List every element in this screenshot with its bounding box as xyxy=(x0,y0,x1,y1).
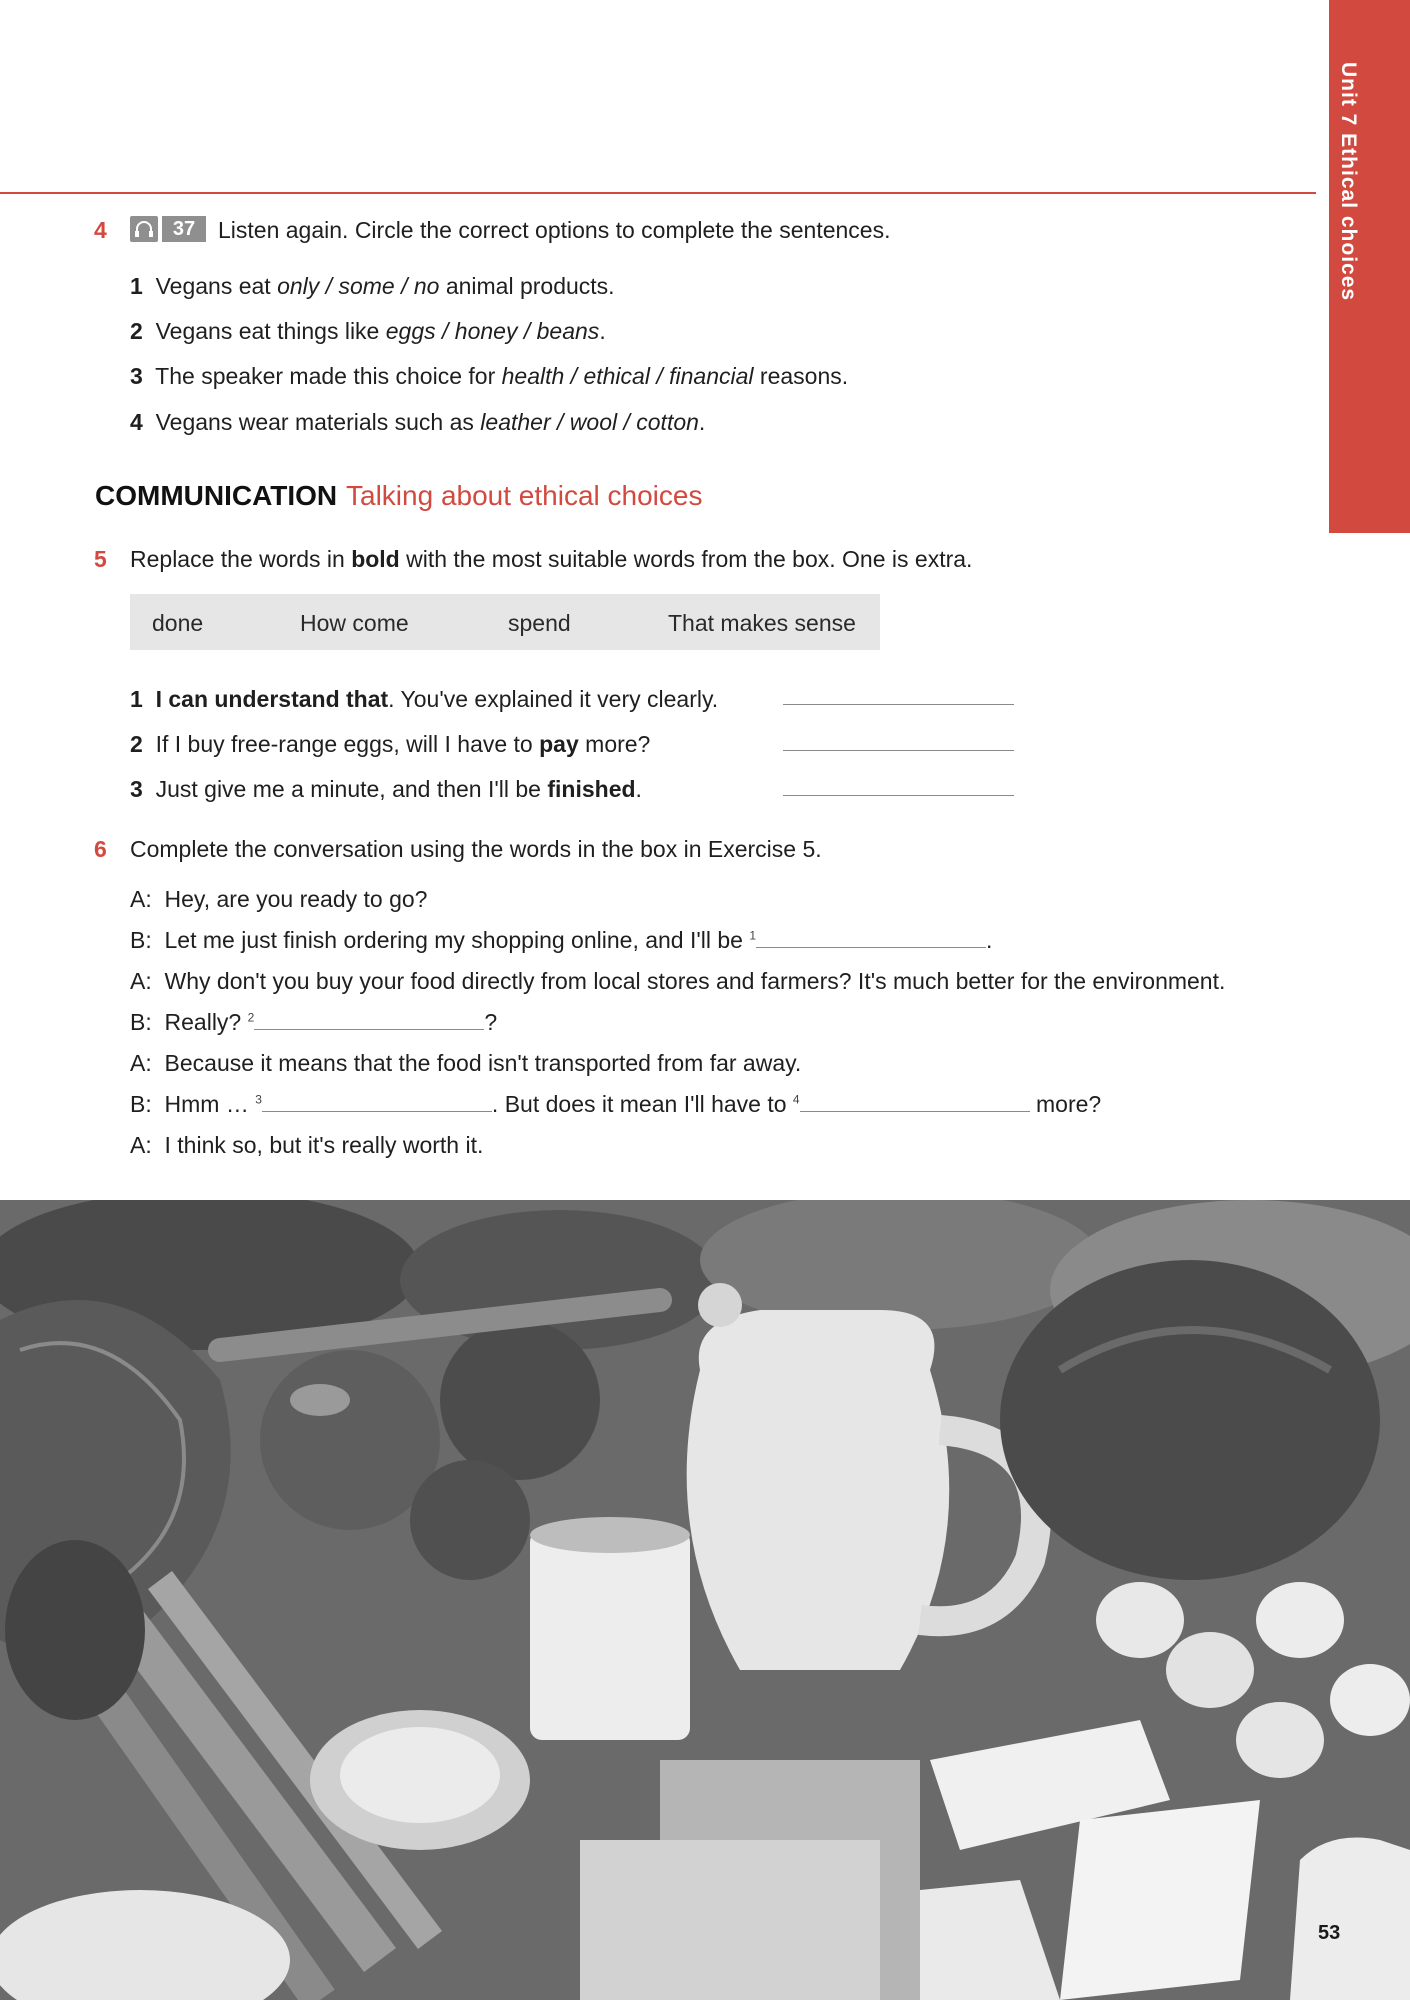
item-text-end: animal products. xyxy=(439,273,615,299)
ex5-item xyxy=(130,686,718,713)
line-text: I think so, but it's really worth it. xyxy=(164,1132,484,1158)
speaker: A: xyxy=(130,1132,152,1158)
line-text-end: ? xyxy=(484,1009,498,1035)
line-text: Really? xyxy=(164,1009,242,1035)
dialogue-line xyxy=(130,927,992,954)
exercise-5-number: 5 xyxy=(94,546,107,572)
speaker: A: xyxy=(130,886,152,912)
item-number: 2 xyxy=(130,318,143,344)
dialogue-line xyxy=(130,1009,497,1036)
line-text: Hey, are you ready to go? xyxy=(164,886,428,912)
item-number: 2 xyxy=(130,731,143,757)
gap-blank[interactable] xyxy=(800,1091,1030,1112)
item-text-end: . You've explained it very clearly. xyxy=(388,686,719,712)
ex4-item xyxy=(130,318,606,345)
gap-number: 2 xyxy=(247,1010,255,1025)
item-number: 1 xyxy=(130,686,143,712)
item-text: Vegans eat things like xyxy=(155,318,386,344)
item-options: health / ethical / financial xyxy=(501,363,754,389)
speaker: B: xyxy=(130,1009,152,1035)
item-options: only / some / no xyxy=(277,273,440,299)
answer-line[interactable] xyxy=(783,795,1014,796)
line-text-end: more? xyxy=(1029,1091,1102,1117)
dialogue-line xyxy=(130,968,1225,995)
item-text: Vegans wear materials such as xyxy=(155,409,481,435)
answer-line[interactable] xyxy=(783,750,1014,751)
section-subtitle: Talking about ethical choices xyxy=(346,480,703,511)
dialogue-line xyxy=(130,886,427,913)
gap-number: 3 xyxy=(255,1092,262,1107)
section-title: COMMUNICATION xyxy=(95,480,338,511)
word-box-item: That makes sense xyxy=(668,610,856,636)
line-text: Hmm … xyxy=(164,1091,249,1117)
item-options: leather / wool / cotton xyxy=(480,409,699,435)
speaker: B: xyxy=(130,927,152,953)
instruction-text-end: with the most suitable words from the box. One is extra. xyxy=(399,546,973,572)
dialogue-line xyxy=(130,1050,801,1077)
ex4-item xyxy=(130,273,615,300)
item-number: 4 xyxy=(130,409,143,435)
word-box-item: spend xyxy=(508,610,571,636)
gap-number: 4 xyxy=(792,1092,800,1107)
exercise-5-instruction xyxy=(130,546,972,573)
food-photo-illustration xyxy=(0,1200,1410,2000)
unit-tab-label: Unit 7 Ethical choices xyxy=(1337,62,1360,302)
item-options: eggs / honey / beans xyxy=(385,318,600,344)
exercise-4-instruction: Listen again. Circle the correct options to complete the sentences. xyxy=(218,217,891,243)
item-text-end: reasons. xyxy=(753,363,849,389)
dialogue-line xyxy=(130,1091,1101,1118)
item-text: If I buy free-range eggs, will I have to xyxy=(155,731,540,757)
answer-line[interactable] xyxy=(783,704,1014,705)
line-text: Because it means that the food isn't transported from far away. xyxy=(164,1050,802,1076)
ex4-item xyxy=(130,363,848,390)
item-text-end: . xyxy=(635,776,642,802)
word-box-item: How come xyxy=(300,610,409,636)
instruction-text: Replace the words in xyxy=(130,546,352,572)
word-box xyxy=(130,594,880,650)
dialogue-line xyxy=(130,1132,483,1159)
item-bold: pay xyxy=(539,731,579,757)
item-bold: finished xyxy=(547,776,636,802)
item-text-end: more? xyxy=(578,731,651,757)
instruction-bold: bold xyxy=(351,546,400,572)
item-number: 3 xyxy=(130,776,143,802)
item-text-end: . xyxy=(599,318,606,344)
headphones-icon xyxy=(130,216,158,242)
audio-track-number: 37 xyxy=(162,216,206,242)
header-rule xyxy=(0,192,1316,194)
item-number: 3 xyxy=(130,363,143,389)
ex5-item xyxy=(130,731,650,758)
item-text-end: . xyxy=(698,409,706,435)
gap-blank[interactable] xyxy=(756,927,986,948)
line-text: Let me just finish ordering my shopping online, and I'll be xyxy=(164,927,743,953)
exercise-6-number: 6 xyxy=(94,836,107,862)
line-text-middle: . But does it mean I'll have to xyxy=(491,1091,787,1117)
line-text-end: . xyxy=(986,927,993,953)
section-heading xyxy=(95,480,702,512)
exercise-4-number: 4 xyxy=(94,217,107,243)
speaker: B: xyxy=(130,1091,152,1117)
page-number: 53 xyxy=(1318,1922,1341,1944)
gap-blank[interactable] xyxy=(262,1091,492,1112)
item-text: Vegans eat xyxy=(155,273,278,299)
item-text: Just give me a minute, and then I'll be xyxy=(155,776,548,802)
item-bold: I can understand that xyxy=(155,686,389,712)
item-text: The speaker made this choice for xyxy=(155,363,502,389)
exercise-6-instruction: Complete the conversation using the words in the box in Exercise 5. xyxy=(130,836,822,862)
ex4-item xyxy=(130,409,705,436)
line-text: Why don't you buy your food directly from local stores and farmers? It's much better for the environment. xyxy=(164,968,1226,994)
item-number: 1 xyxy=(130,273,143,299)
word-box-item: done xyxy=(152,610,204,636)
gap-number: 1 xyxy=(749,928,757,943)
ex5-item xyxy=(130,776,642,803)
gap-blank[interactable] xyxy=(254,1009,484,1030)
speaker: A: xyxy=(130,968,152,994)
food-photo xyxy=(0,1200,1410,2000)
speaker: A: xyxy=(130,1050,152,1076)
